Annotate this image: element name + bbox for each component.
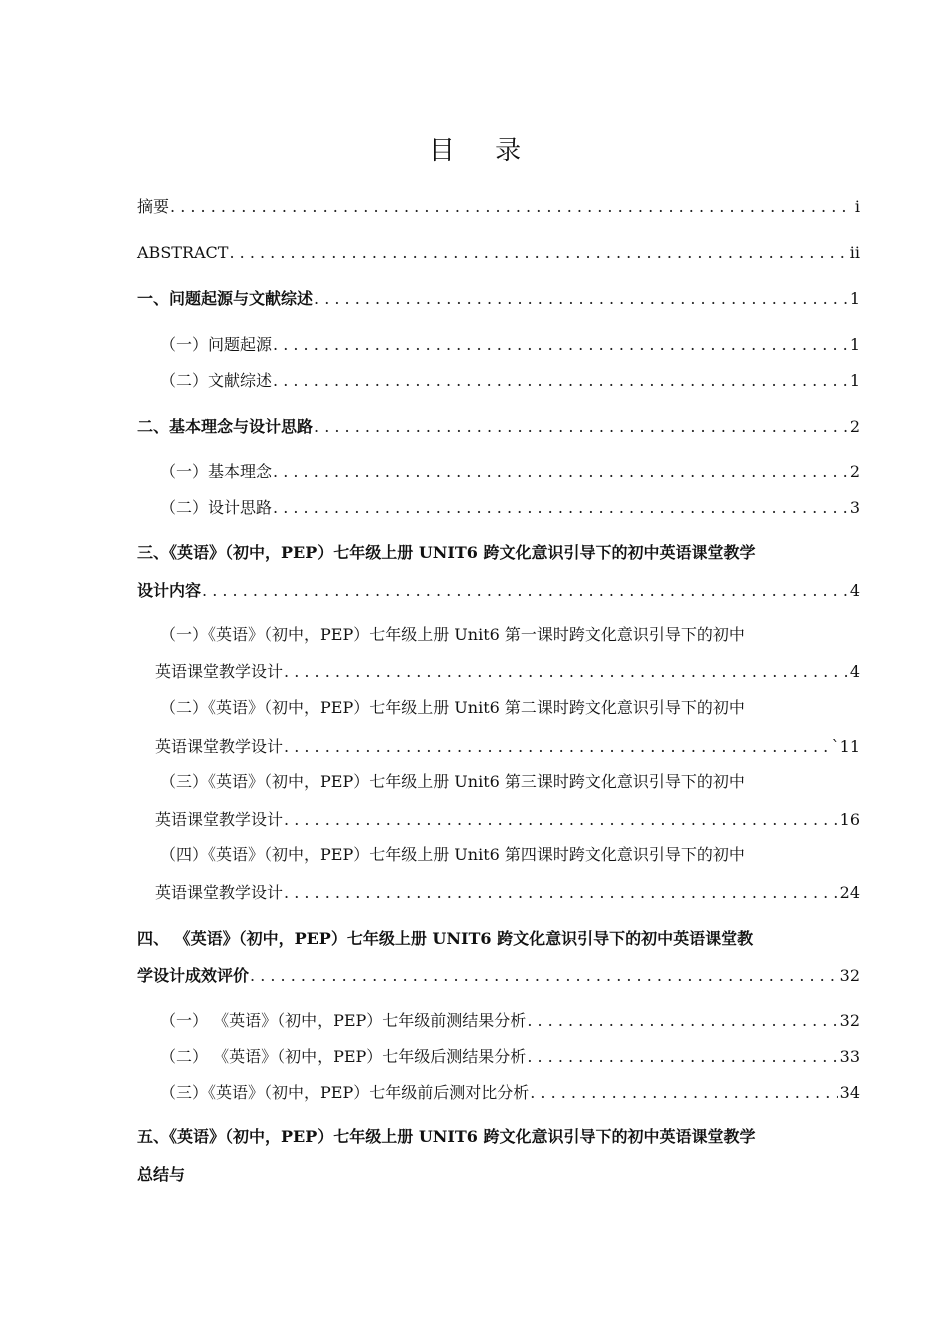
toc-leader-dots <box>202 580 848 602</box>
toc-entry-label: （二） 《英语》（初中，PEP）七年级后测结果分析 <box>160 1047 527 1066</box>
toc-entry-label: （三）《英语》（初中，PEP）七年级前后测对比分析 <box>160 1083 530 1102</box>
toc-entry-label: 英语课堂教学设计 <box>155 883 284 902</box>
toc-entry-section-1-1[interactable] <box>160 334 860 356</box>
toc-page-number: 32 <box>839 966 860 985</box>
toc-entry-label: （一）问题起源 <box>160 335 273 354</box>
toc-page-number: 16 <box>839 810 860 829</box>
toc-page-number: i <box>854 197 860 216</box>
toc-leader-dots <box>170 196 853 218</box>
toc-entry-label: ABSTRACT <box>137 243 229 262</box>
toc-entry-label: （一）基本理念 <box>160 462 273 481</box>
toc-leader-dots <box>284 736 830 758</box>
toc-entry-section-3-2-line1[interactable]: （二）《英语》（初中，PEP）七年级上册 Unit6 第二课时跨文化意识引导下的初中 <box>160 698 745 717</box>
toc-entry-section-3-2[interactable] <box>155 736 860 758</box>
toc-page-number: 1 <box>849 289 860 308</box>
toc-leader-dots <box>250 965 838 987</box>
toc-page-number: 33 <box>839 1047 860 1066</box>
toc-entry-section-3-4[interactable] <box>155 882 860 904</box>
toc-entry-section-5-line1[interactable]: 五、《英语》（初中，PEP）七年级上册 UNIT6 跨文化意识引导下的初中英语课堂教学 <box>137 1127 756 1146</box>
toc-leader-dots <box>273 497 848 519</box>
toc-entry-section-3-3[interactable] <box>155 809 860 831</box>
toc-page-number: 24 <box>839 883 860 902</box>
toc-page-number: 1 <box>849 335 860 354</box>
toc-entry-section-4-line1[interactable]: 四、 《英语》（初中，PEP）七年级上册 UNIT6 跨文化意识引导下的初中英语课堂教 <box>137 929 754 948</box>
toc-entry-label: 一、问题起源与文献综述 <box>137 289 314 308</box>
toc-entry-label: （二）文献综述 <box>160 371 273 390</box>
toc-entry-section-5-line2[interactable]: 总结与 <box>137 1165 186 1184</box>
toc-page-number: `11 <box>831 737 860 756</box>
toc-entry-section-3-3-line1[interactable]: （三）《英语》（初中，PEP）七年级上册 Unit6 第三课时跨文化意识引导下的初中 <box>160 772 745 791</box>
toc-entry-section-1[interactable] <box>137 288 860 310</box>
page-title: 目 录 <box>428 136 538 166</box>
toc-leader-dots <box>273 370 848 392</box>
toc-entry-section-3-4-line1[interactable]: （四）《英语》（初中，PEP）七年级上册 Unit6 第四课时跨文化意识引导下的初中 <box>160 845 745 864</box>
toc-entry-label: 学设计成效评价 <box>137 966 250 985</box>
toc-leader-dots <box>229 242 847 264</box>
toc-page-number: 4 <box>849 662 860 681</box>
toc-leader-dots <box>284 809 838 831</box>
toc-entry-section-1-2[interactable] <box>160 370 860 392</box>
toc-page-number: 4 <box>849 581 860 600</box>
toc-leader-dots <box>530 1082 837 1104</box>
toc-entry-section-2-1[interactable] <box>160 461 860 483</box>
toc-page-number: 2 <box>849 417 860 436</box>
toc-entry-label: （一） 《英语》（初中，PEP）七年级前测结果分析 <box>160 1011 527 1030</box>
toc-leader-dots <box>273 334 848 356</box>
toc-entry-label: 二、基本理念与设计思路 <box>137 417 314 436</box>
toc-entry-abstract-cn[interactable] <box>137 196 860 218</box>
toc-entry-section-4-3[interactable] <box>160 1082 860 1104</box>
toc-page-number: 1 <box>849 371 860 390</box>
toc-entry-label: （二）设计思路 <box>160 498 273 517</box>
toc-entry-section-2[interactable] <box>137 416 860 438</box>
toc-leader-dots <box>527 1046 837 1068</box>
toc-page-number: 32 <box>839 1011 860 1030</box>
toc-entry-section-3-1[interactable] <box>155 661 860 683</box>
toc-entry-label: 英语课堂教学设计 <box>155 662 284 681</box>
toc-entry-section-4-1[interactable] <box>160 1010 860 1032</box>
toc-entry-label: 英语课堂教学设计 <box>155 737 284 756</box>
toc-page-number: ii <box>849 243 860 262</box>
toc-page-number: 34 <box>839 1083 860 1102</box>
toc-leader-dots <box>273 461 848 483</box>
toc-entry-section-3-1-line1[interactable]: （一）《英语》（初中，PEP）七年级上册 Unit6 第一课时跨文化意识引导下的初中 <box>160 625 745 644</box>
toc-entry-label: 英语课堂教学设计 <box>155 810 284 829</box>
toc-entry-label: 摘要 <box>137 197 170 216</box>
toc-entry-section-4-2[interactable] <box>160 1046 860 1068</box>
toc-leader-dots <box>314 288 848 310</box>
toc-entry-abstract-en[interactable] <box>137 242 860 264</box>
toc-entry-label: 设计内容 <box>137 581 202 600</box>
toc-page-number: 3 <box>849 498 860 517</box>
toc-entry-section-2-2[interactable] <box>160 497 860 519</box>
toc-leader-dots <box>527 1010 837 1032</box>
toc-entry-section-4[interactable] <box>137 965 860 987</box>
toc-entry-section-3-line1[interactable]: 三、《英语》（初中，PEP）七年级上册 UNIT6 跨文化意识引导下的初中英语课堂教学 <box>137 543 756 562</box>
toc-leader-dots <box>284 661 848 683</box>
toc-leader-dots <box>314 416 848 438</box>
toc-entry-section-3[interactable] <box>137 580 860 602</box>
toc-leader-dots <box>284 882 838 904</box>
toc-page-number: 2 <box>849 462 860 481</box>
